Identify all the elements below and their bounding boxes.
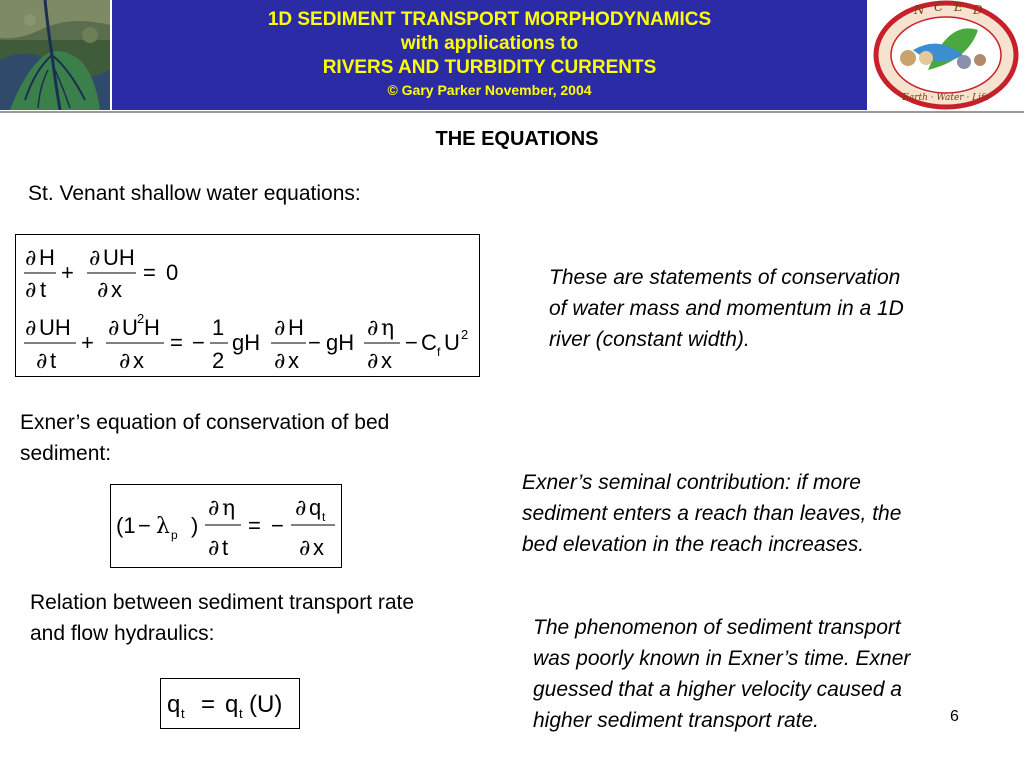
relation-rhs: q bbox=[225, 691, 239, 718]
relation-lhs-sub: t bbox=[181, 706, 185, 721]
exner-den-2: x bbox=[313, 535, 324, 560]
note-line: The phenomenon of sediment transport bbox=[533, 616, 901, 639]
nced-logo bbox=[868, 0, 1024, 110]
momentum-num-3: H bbox=[288, 315, 304, 340]
minus-sign: − bbox=[405, 330, 418, 355]
minus-sign: − bbox=[271, 513, 284, 538]
partial-symbol: ∂ bbox=[25, 316, 37, 341]
friction-coefficient: C bbox=[421, 330, 437, 355]
relation-heading bbox=[30, 587, 414, 649]
momentum-den-3: x bbox=[288, 348, 299, 373]
logo-letter-d: D bbox=[973, 3, 983, 17]
note-line: Exner’s seminal contribution: if more bbox=[522, 471, 861, 494]
partial-symbol: ∂ bbox=[295, 496, 307, 521]
logo-letter-n: N bbox=[914, 3, 925, 17]
equals-sign: = bbox=[201, 691, 216, 718]
exner-num-2-sub: t bbox=[322, 510, 326, 524]
note-line: sediment enters a reach than leaves, the bbox=[522, 502, 902, 525]
page-number: 6 bbox=[950, 708, 959, 725]
momentum-equation bbox=[24, 311, 468, 374]
minus-sign: − bbox=[192, 330, 205, 355]
logo-letter-c: C bbox=[934, 0, 944, 14]
note-line: bed elevation in the reach increases. bbox=[522, 533, 865, 556]
relation-lhs: q bbox=[167, 691, 181, 718]
momentum-den-2: x bbox=[133, 348, 144, 373]
momentum-num-1: UH bbox=[39, 315, 71, 340]
partial-symbol: ∂ bbox=[208, 496, 220, 521]
momentum-num-2a: U bbox=[122, 315, 138, 340]
equals-sign: = bbox=[248, 513, 261, 538]
mass-rhs: 0 bbox=[166, 260, 179, 285]
exner-close: ) bbox=[191, 513, 199, 538]
partial-symbol: ∂ bbox=[274, 349, 286, 374]
porosity-sub: p bbox=[171, 528, 178, 542]
note-line: river (constant width). bbox=[549, 328, 750, 351]
exner-contribution-note bbox=[522, 467, 901, 560]
conservation-note bbox=[549, 262, 904, 355]
momentum-den-4: x bbox=[381, 348, 392, 373]
note-line: These are statements of conservation bbox=[549, 266, 901, 289]
exner-heading-line-2: sediment: bbox=[20, 442, 112, 465]
logo-motto: Earth · Water · Life bbox=[902, 93, 990, 103]
title-banner bbox=[112, 0, 867, 110]
exner-num-2: q bbox=[309, 495, 322, 520]
mass-num-1: H bbox=[39, 245, 55, 270]
header-divider bbox=[0, 111, 1024, 113]
relation-rhs-sub: t bbox=[239, 706, 243, 721]
partial-symbol: ∂ bbox=[36, 349, 48, 374]
mass-num-2: UH bbox=[103, 245, 135, 270]
st-venant-equations-box bbox=[15, 234, 480, 377]
partial-symbol: ∂ bbox=[367, 349, 379, 374]
momentum-num-2-sup: 2 bbox=[137, 311, 145, 326]
exner-heading bbox=[20, 407, 389, 469]
equals-sign: = bbox=[170, 330, 183, 355]
partial-symbol: ∂ bbox=[299, 536, 311, 561]
note-line: of water mass and momentum in a 1D bbox=[549, 297, 904, 320]
exner-num-1: η bbox=[222, 496, 236, 521]
note-line: was poorly known in Exner’s time. Exner bbox=[533, 647, 911, 670]
partial-symbol: ∂ bbox=[108, 316, 120, 341]
porosity-symbol: λ bbox=[156, 514, 170, 539]
copyright-line: © Gary Parker November, 2004 bbox=[387, 82, 592, 98]
partial-symbol: ∂ bbox=[89, 246, 101, 271]
note-line: higher sediment transport rate. bbox=[533, 709, 819, 732]
partial-symbol: ∂ bbox=[208, 536, 220, 561]
gh-term-2: gH bbox=[326, 330, 355, 355]
half-numerator: 1 bbox=[212, 315, 225, 340]
mass-den-1: t bbox=[40, 277, 47, 302]
gh-term-1: gH bbox=[232, 330, 261, 355]
velocity-term: U bbox=[444, 330, 460, 355]
mass-equation bbox=[24, 245, 178, 303]
partial-symbol: ∂ bbox=[274, 316, 286, 341]
equals-sign: = bbox=[143, 260, 156, 285]
plus-sign: + bbox=[81, 330, 94, 355]
mass-den-2: x bbox=[111, 277, 122, 302]
river-delta-image bbox=[0, 0, 110, 110]
exner-heading-line-1: Exner’s equation of conservation of bed bbox=[20, 411, 390, 434]
relation-heading-line-2: and flow hydraulics: bbox=[30, 622, 215, 645]
momentum-den-1: t bbox=[50, 348, 57, 373]
st-venant-heading: St. Venant shallow water equations: bbox=[28, 182, 361, 205]
friction-coefficient-sub: f bbox=[437, 345, 441, 359]
partial-symbol: ∂ bbox=[97, 278, 109, 303]
momentum-num-4: η bbox=[381, 316, 395, 341]
note-line: guessed that a higher velocity caused a bbox=[533, 678, 902, 701]
relation-argument: (U) bbox=[249, 691, 283, 718]
minus-sign: − bbox=[138, 513, 151, 538]
logo-letter-e: E bbox=[954, 0, 963, 14]
minus-sign: − bbox=[308, 330, 321, 355]
title-line-3: RIVERS AND TURBIDITY CURRENTS bbox=[322, 57, 657, 78]
exner-equation-box bbox=[110, 484, 342, 568]
title-line-2: with applications to bbox=[400, 33, 579, 54]
partial-symbol: ∂ bbox=[367, 316, 379, 341]
half-denominator: 2 bbox=[212, 348, 225, 373]
exner-den-1: t bbox=[222, 535, 229, 560]
partial-symbol: ∂ bbox=[25, 278, 37, 303]
title-line-1: 1D SEDIMENT TRANSPORT MORPHODYNAMICS bbox=[267, 9, 712, 30]
phenomenon-note bbox=[533, 612, 910, 736]
velocity-term-sup: 2 bbox=[461, 327, 469, 342]
transport-relation-box bbox=[160, 678, 300, 729]
slide-header bbox=[0, 0, 1024, 112]
plus-sign: + bbox=[61, 260, 74, 285]
partial-symbol: ∂ bbox=[119, 349, 131, 374]
relation-heading-line-1: Relation between sediment transport rate bbox=[30, 591, 415, 614]
momentum-num-2b: H bbox=[144, 315, 160, 340]
exner-open: (1 bbox=[116, 513, 136, 538]
partial-symbol: ∂ bbox=[25, 246, 37, 271]
page-title: THE EQUATIONS bbox=[435, 128, 599, 150]
